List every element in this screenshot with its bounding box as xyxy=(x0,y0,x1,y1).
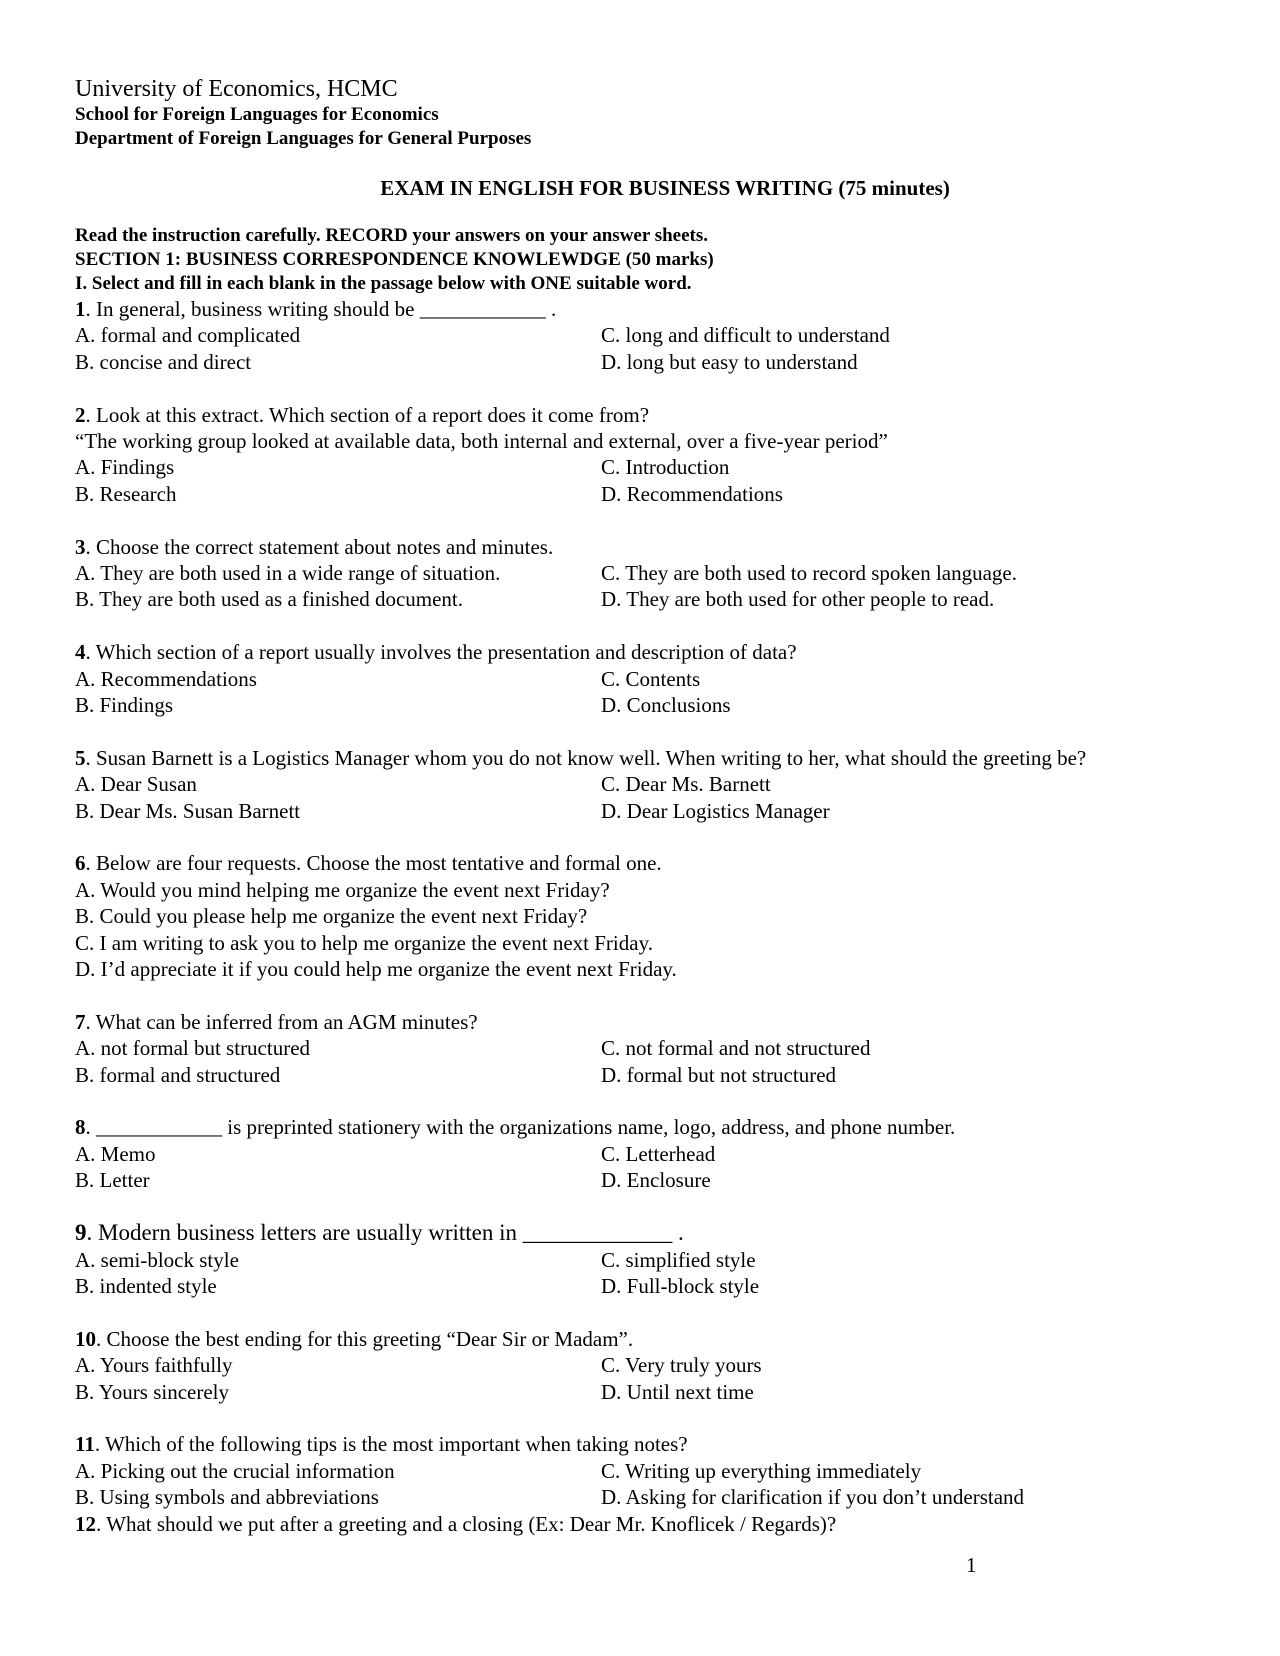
question-stem xyxy=(75,1114,1215,1140)
answer-options xyxy=(75,771,1215,824)
exam-title: EXAM IN ENGLISH FOR BUSINESS WRITING (75 minutes) xyxy=(380,176,950,200)
option-b: B. formal and structured xyxy=(75,1062,281,1087)
option-a: A. not formal but structured xyxy=(75,1036,311,1061)
option-c: C. Letterhead xyxy=(601,1141,716,1166)
option-c: C. not formal and not structured xyxy=(601,1036,871,1061)
question-stem xyxy=(75,534,1215,560)
question-text: . In general, business writing should be ____________ . xyxy=(85,297,557,321)
part-heading: I. Select and fill in each blank in the passage below with ONE suitable word. xyxy=(75,273,692,294)
option-b: B. Could you please help me organize the event next Friday? xyxy=(75,904,588,929)
option-d: D. I’d appreciate it if you could help me organize the event next Friday. xyxy=(75,957,677,982)
question-number: 4 xyxy=(75,640,86,665)
question-stem xyxy=(75,850,1215,876)
exam-page xyxy=(75,76,1215,1537)
option-d: D. Recommendations xyxy=(601,481,783,506)
question-number: 5 xyxy=(75,745,86,770)
option-c: C. Very truly yours xyxy=(601,1353,762,1378)
question-stem xyxy=(75,745,1215,771)
option-b: B. Dear Ms. Susan Barnett xyxy=(75,798,301,823)
question-text: . What can be inferred from an AGM minutes? xyxy=(85,1009,478,1034)
page-number: 1 xyxy=(966,1553,977,1577)
option-c: C. Introduction xyxy=(601,455,730,480)
answer-options xyxy=(75,1141,1215,1194)
school-name: School for Foreign Languages for Economics xyxy=(75,104,439,125)
option-a: A. formal and complicated xyxy=(75,323,301,348)
question-text: . Look at this extract. Which section of a report does it come from? xyxy=(85,402,650,427)
option-c: C. I am writing to ask you to help me organize the event next Friday. xyxy=(75,930,653,955)
question-number: 11 xyxy=(75,1432,95,1457)
answer-options xyxy=(75,1247,1215,1300)
option-a: A. Yours faithfully xyxy=(75,1353,233,1378)
option-c: C. They are both used to record spoken language. xyxy=(601,561,1017,586)
question-stem xyxy=(75,639,1215,665)
option-b: B. indented style xyxy=(75,1273,217,1298)
option-b: B. Letter xyxy=(75,1168,150,1193)
option-d: D. Until next time xyxy=(601,1379,754,1404)
option-d: D. Dear Logistics Manager xyxy=(601,798,830,823)
option-c: C. Contents xyxy=(601,666,701,691)
question-text: . Which of the following tips is the most important when taking notes? xyxy=(94,1432,688,1457)
question-stem xyxy=(75,1009,1215,1035)
question-stem xyxy=(75,1220,1215,1246)
department-name: Department of Foreign Languages for General Purposes xyxy=(75,128,532,149)
instruction-line: Read the instruction carefully. RECORD your answers on your answer sheets. xyxy=(75,225,708,246)
option-c: C. simplified style xyxy=(601,1247,756,1272)
option-a: A. Dear Susan xyxy=(75,772,197,797)
question-number: 8 xyxy=(75,1115,86,1140)
question-text: . Choose the best ending for this greeting “Dear Sir or Madam”. xyxy=(96,1326,634,1351)
answer-options xyxy=(75,877,1215,983)
question-text: . ____________ is preprinted stationery with the organizations name, logo, address, and phone number. xyxy=(85,1115,956,1140)
option-a: A. Recommendations xyxy=(75,666,257,691)
option-b: B. Research xyxy=(75,481,177,506)
section-heading: SECTION 1: BUSINESS CORRESPONDENCE KNOWLEWDGE (50 marks) xyxy=(75,249,714,270)
option-a: A. Picking out the crucial information xyxy=(75,1458,395,1483)
question-stem xyxy=(75,1511,1215,1537)
option-d: D. Asking for clarification if you don’t understand xyxy=(601,1485,1025,1510)
option-a: A. They are both used in a wide range of situation. xyxy=(75,561,501,586)
option-b: B. concise and direct xyxy=(75,349,252,374)
answer-options xyxy=(75,454,1215,507)
question-stem xyxy=(75,402,1215,428)
question-stem xyxy=(75,1326,1215,1352)
question-number: 6 xyxy=(75,851,86,876)
option-a: A. Findings xyxy=(75,455,175,480)
question-stem xyxy=(75,1431,1215,1457)
question-text: . Which section of a report usually involves the presentation and description of data? xyxy=(85,640,797,665)
question-number: 12 xyxy=(75,1511,96,1536)
question-number: 9 xyxy=(75,1220,87,1246)
option-b: B. Yours sincerely xyxy=(75,1379,230,1404)
answer-options xyxy=(75,1458,1215,1511)
answer-options xyxy=(75,1352,1215,1405)
question-stem xyxy=(75,296,1215,322)
option-d: D. Enclosure xyxy=(601,1168,711,1193)
option-b: B. Findings xyxy=(75,693,174,718)
option-d: D. They are both used for other people to read. xyxy=(601,587,995,612)
option-d: D. long but easy to understand xyxy=(601,349,858,374)
option-d: D. Conclusions xyxy=(601,693,731,718)
answer-options xyxy=(75,1035,1215,1088)
option-d: D. Full-block style xyxy=(601,1273,760,1298)
question-number: 7 xyxy=(75,1009,86,1034)
option-a: A. semi-block style xyxy=(75,1247,239,1272)
question-text: . Susan Barnett is a Logistics Manager whom you do not know well. When writing to her, what should the greeting be? xyxy=(85,745,1087,770)
question-number: 2 xyxy=(75,402,86,427)
question-number: 1 xyxy=(75,297,86,321)
question-text: . Below are four requests. Choose the most tentative and formal one. xyxy=(85,851,662,876)
option-c: C. Dear Ms. Barnett xyxy=(601,772,771,797)
question-text: . Modern business letters are usually written in _____________ . xyxy=(86,1220,684,1246)
option-b: B. They are both used as a finished document. xyxy=(75,587,464,612)
option-c: C. long and difficult to understand xyxy=(601,323,890,348)
option-c: C. Writing up everything immediately xyxy=(601,1458,922,1483)
university-name: University of Economics, HCMC xyxy=(75,76,398,102)
question-extract: “The working group looked at available data, both internal and external, over a five-year period” xyxy=(75,429,888,454)
option-a: A. Memo xyxy=(75,1141,156,1166)
option-b: B. Using symbols and abbreviations xyxy=(75,1485,379,1510)
question-text: . Choose the correct statement about notes and minutes. xyxy=(85,534,554,559)
question-number: 3 xyxy=(75,534,86,559)
answer-options xyxy=(75,666,1215,719)
option-a: A. Would you mind helping me organize the event next Friday? xyxy=(75,877,610,902)
question-text: . What should we put after a greeting and a closing (Ex: Dear Mr. Knoflicek / Regards)? xyxy=(96,1511,837,1536)
answer-options xyxy=(75,560,1215,613)
question-number: 10 xyxy=(75,1326,96,1351)
answer-options xyxy=(75,322,1215,375)
option-d: D. formal but not structured xyxy=(601,1062,837,1087)
